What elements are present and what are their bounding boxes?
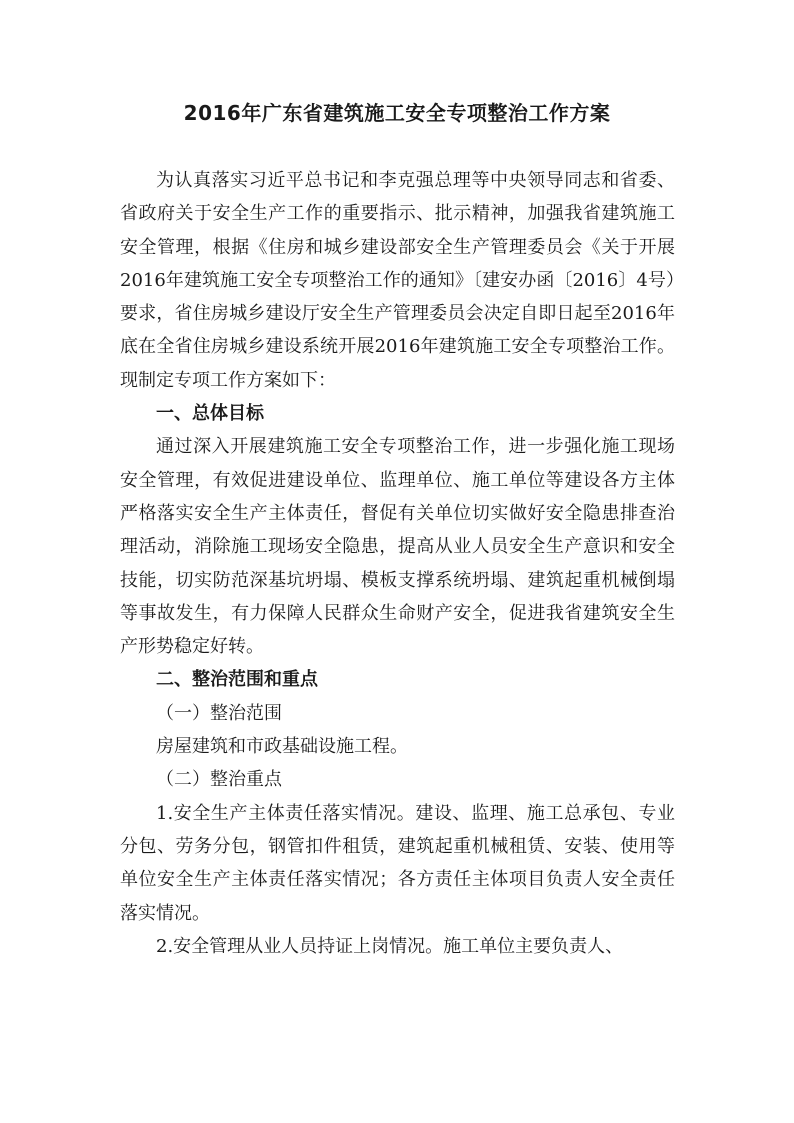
document-title: 2016年广东省建筑施工安全专项整治工作方案	[183, 101, 611, 125]
subheading-scope: （一）整治范围	[156, 702, 282, 724]
section-heading-scope-and-focus: 二、整治范围和重点	[156, 669, 318, 691]
overall-goal-paragraph: 通过深入开展建筑施工安全专项整治工作，进一步强化施工现场安全管理，有效促进建设单位、监理单位、施工单位等建设各方主体严格落实安全生产主体责任，督促有关单位切实做好安全隐患排查治理活动，消除施工现场安全隐患，提高从业人员安全生产意识和安全技能，切实防范深基坑坍塌、模板支撑系统坍塌、建筑起重机械倒塌等事故发生，有力保障人民群众生命财产安全，促进我省建筑安全生产形势稳定好转。	[120, 436, 675, 658]
section-heading-overall-goal: 一、总体目标	[156, 403, 264, 425]
scope-paragraph: 房屋建筑和市政基础设施工程。	[156, 736, 408, 758]
intro-paragraph: 为认真落实习近平总书记和李克强总理等中央领导同志和省委、省政府关于安全生产工作的重要指示、批示精神，加强我省建筑施工安全管理，根据《住房和城乡建设部安全生产管理委员会《关于开展2016年建筑施工安全专项整治工作的通知》〔建安办函〔2016〕4号）要求，省住房城乡建设厅安全生产管理委员会决定自即日起至2016年底在全省住房城乡建设系统开展2016年建筑施工安全专项整治工作。现制定专项工作方案如下：	[120, 170, 675, 391]
focus-item-1: 1.安全生产主体责任落实情况。建设、监理、施工总承包、专业分包、劳务分包，钢管扣件租赁，建筑起重机械租赁、安装、使用等单位安全生产主体责任落实情况；各方责任主体项目负责人安全责任落实情况。	[120, 802, 675, 924]
subheading-focus: （二）整治重点	[156, 769, 282, 791]
document-body	[120, 164, 675, 963]
focus-item-2: 2.安全管理从业人员持证上岗情况。施工单位主要负责人、	[156, 935, 624, 957]
